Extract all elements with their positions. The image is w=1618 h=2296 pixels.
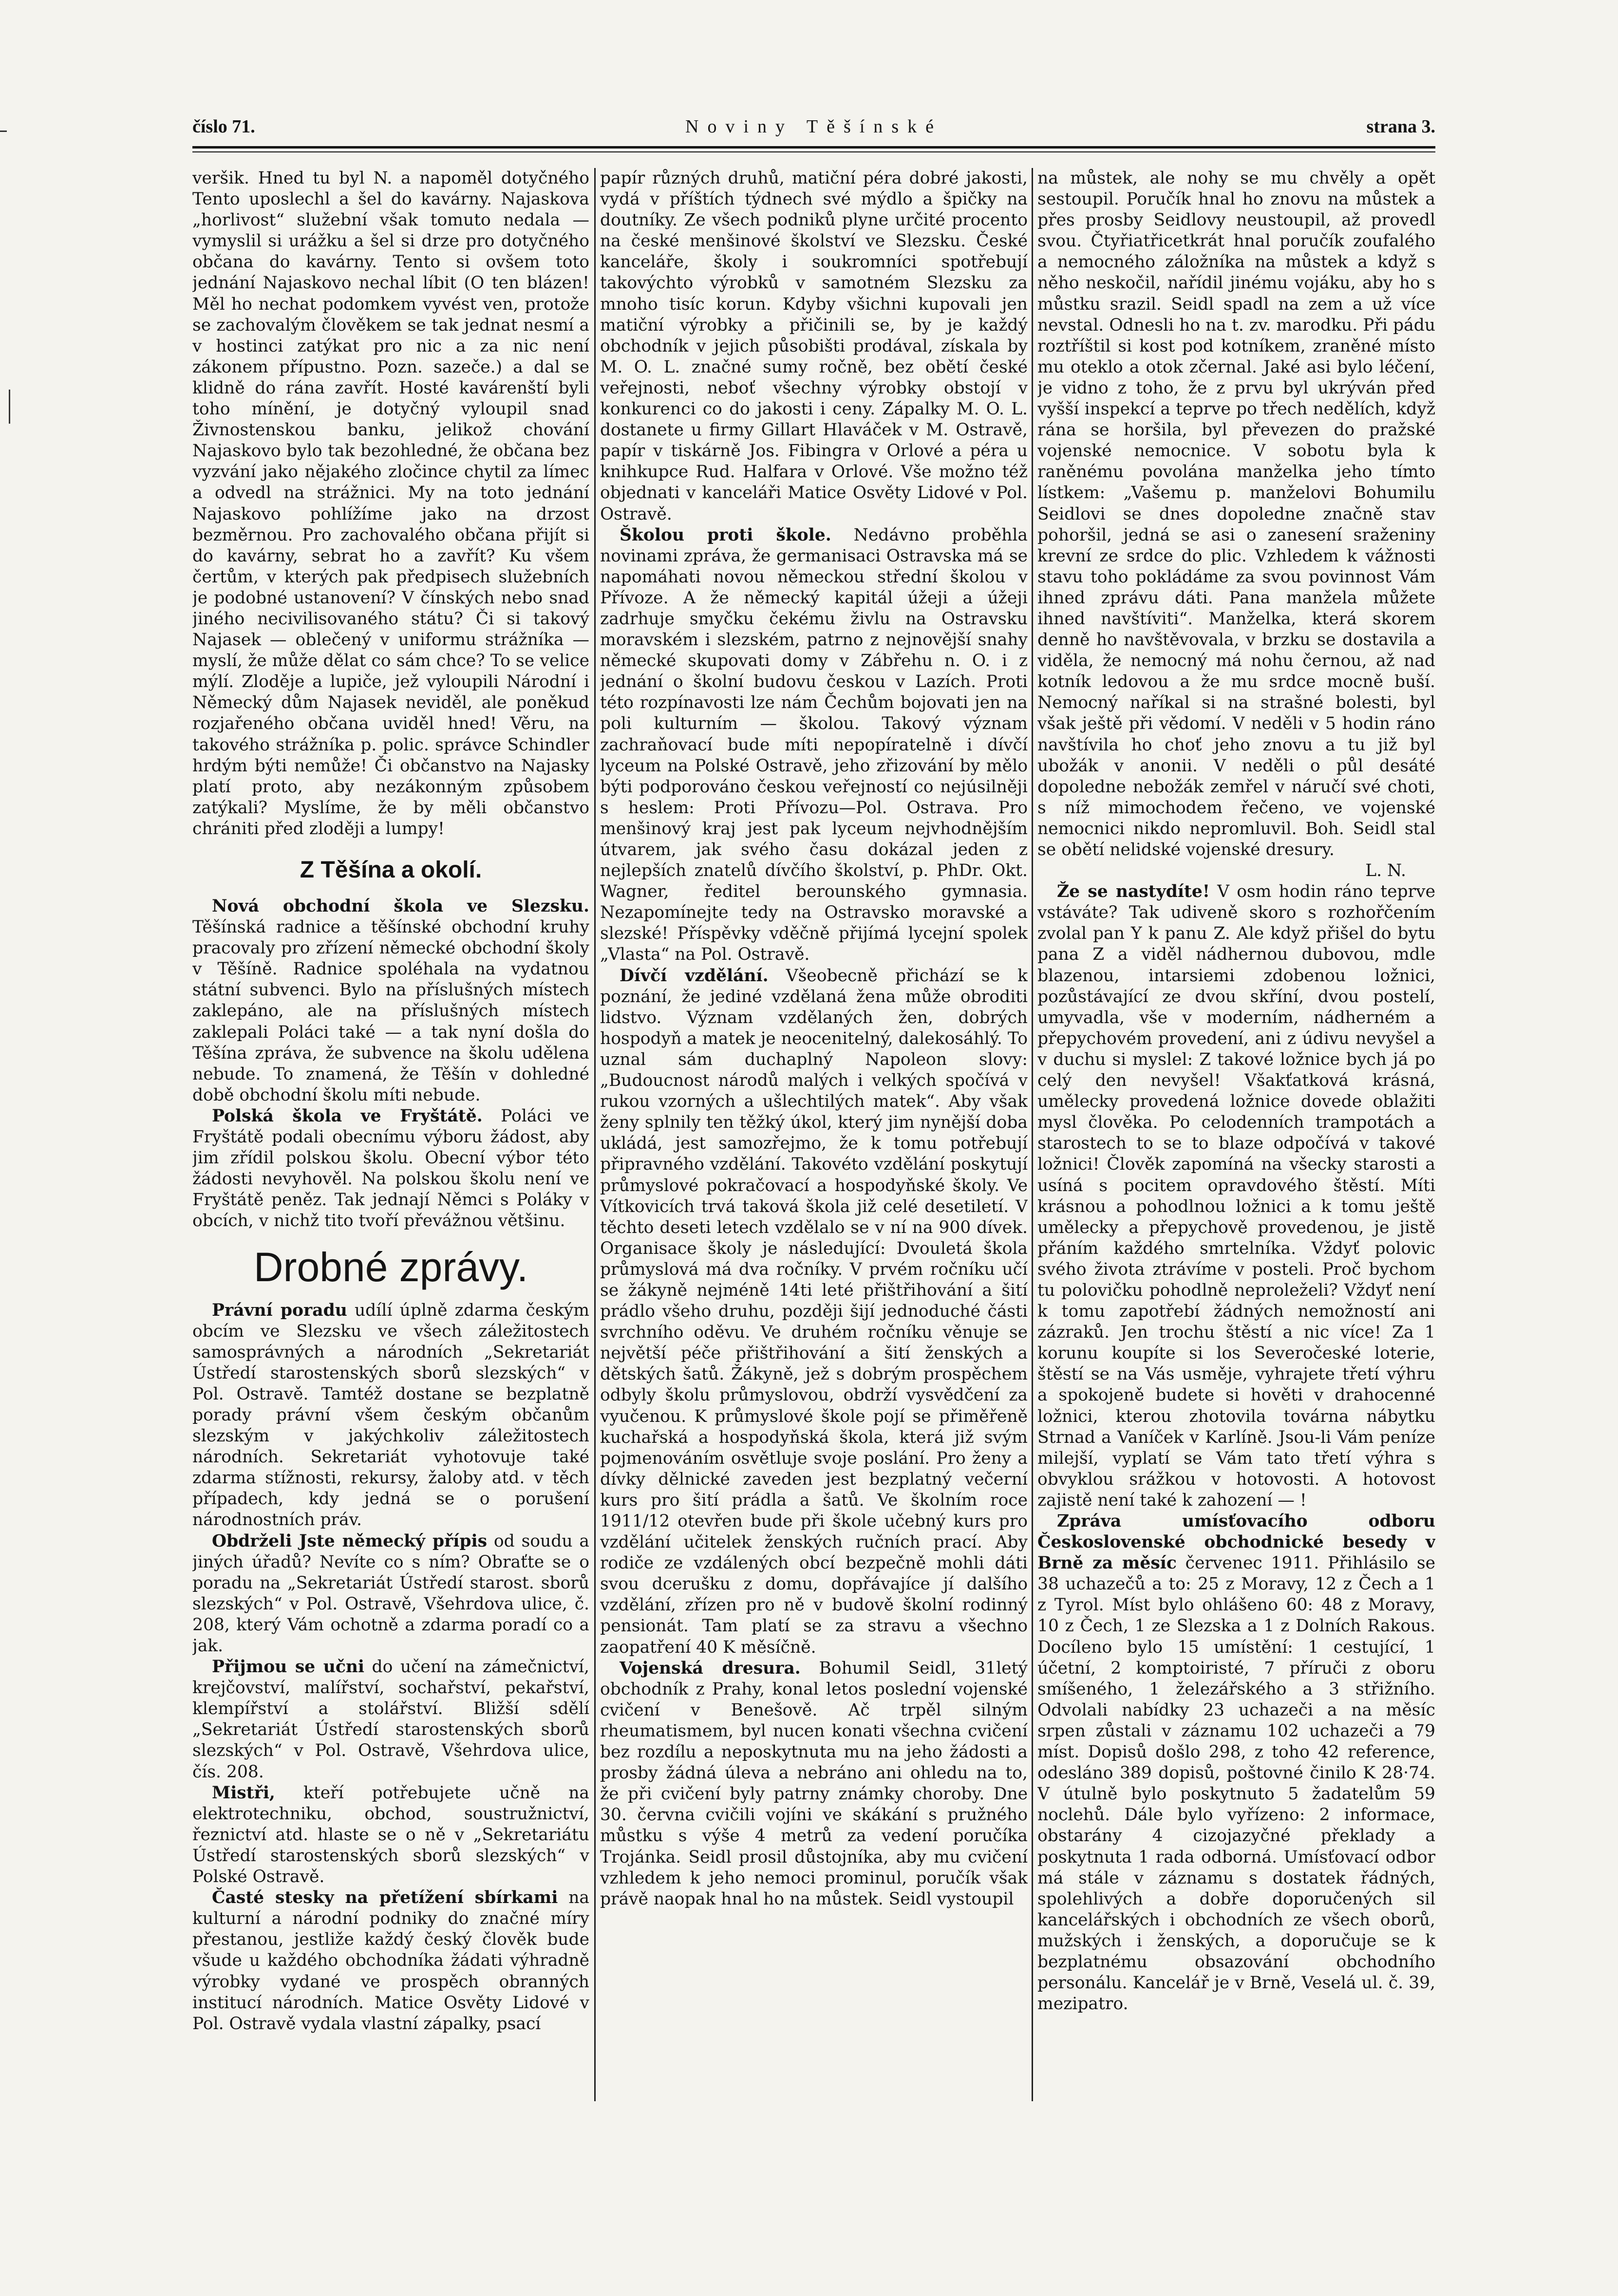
section-heading: Z Těšína a okolí.: [300, 857, 482, 883]
news-item-text: Bohumil Seidl, 31letý obchodník z Prahy, konal letos poslední vojenské cvičení v Benešově. Ač trpěl silným rheumatismem, byl nucen konati všechna cvičení bez rozdílu a neposkytnuta mu na jeho žádosti a prosby žádná úleva a nebráno ani ohledu na to, že při cvičení byly patrny známky choroby. Dne 30. června cvičili vojíni ve skákání s pružného můstku s výše 4 metrů za vedení poručíka Trojánka. Seidl prosil důstojníka, aby mu cvičení vzhledem k jeho nemoci prominul, poručík však právě naopak hnal ho na můstek. Seidl vystoupil: [600, 1658, 1028, 1909]
issue-number: číslo 71.: [192, 116, 255, 137]
news-item-text: Poláci ve Fryštátě podali obecnímu výboru žádost, aby jim zřídil polskou školu. Obecní výbor této žádosti nevyhověl. Na polskou školu není ve Fryštátě peněz. Tak jednají Němci s Poláky v obcích, v nichž tito tvoří převážnou většinu.: [192, 1106, 589, 1231]
column-3: [1037, 168, 1435, 2145]
scan-margin-mark: [9, 390, 10, 424]
news-item: [600, 525, 1028, 966]
news-item-text: udílí úplně zdarma českým obcím ve Slezsku ve všech záležitostech samosprávných a národních „Sekretariát Ústředí starostenských sborů slezských“ v Pol. Ostravě. Tamtéž dostane se bezplatně porady právní všem českým občanům slezským v jakýchkoliv záležitostech národních. Sekretariát vyhotovuje také zdarma stížnosti, rekursy, žaloby atd. v těch případech, kdy jedná se o porušení národnostních práv.: [192, 1300, 589, 1530]
news-item: [192, 1531, 589, 1657]
news-item: [192, 1106, 589, 1232]
news-item: [1037, 1511, 1435, 2015]
section-heading-drobne: Drobné zprávy.: [253, 1244, 528, 1290]
news-item: [600, 966, 1028, 1658]
news-item-text: od soudu a jiných úřadů? Nevíte co s ním? Obraťte se o poradu na „Sekretariát Ústředí starost. sborů slezských“ v Pol. Ostravě, Všehrdova ulice, č. 208, který Vám ochotně a zdarma poradí co a jak.: [192, 1531, 589, 1656]
news-item: [1037, 881, 1435, 1511]
scan-margin-mark: [0, 131, 7, 132]
news-item-text: na kulturní a národní podniky do značné míry přestanou, jestliže každý český člověk bude všude u každého obchodníka žádati výhradně výrobky vydané ve prospěch obranných institucí národních. Matice Osvěty Lidové v Pol. Ostravě vydala vlastní zápalky, psací: [192, 1888, 589, 2034]
header-rule-thin: [192, 151, 1435, 152]
article-continuation: veršik. Hned tu byl N. a napoměl dotyčného Tento uposlechl a šel do kavárny. Najaskova „horlivost“ služební však tomuto nedala — vymyslil si urážku a šel si drze pro dotyčného občana do kavárny. Tento si ovšem toto jednání Najaskovo nechal líbit (O ten blázen! Měl ho nechat podomkem vyvést ven, protože se zachovalým člověkem se tak jednat nesmí a v hostinci zatýkat pro nic a za nic není zákonem přípustno. Pozn. sazeče.) a dal se klidně do rána zavřít. Hosté kavárenští byli toho mínění, je dotyčný vyloupil snad Živnostenskou banku, jelikož chování Najaskovo bylo tak bezohledné, že občana bez vyzvání jako nějakého zločince chytil za límec a odvedl na strážnici. My na toto jednání Najaskovo pohlížíme jako na drzost bezměrnou. Pro zachovalého občana přijít si do kavárny, sebrat ho a zavřít? Ku všem čertům, v kterých pak předpisech služebních je podobné ustanovení? V čínských nebo snad jiného necivilisovaného státu? Či si takový Najasek — oblečený v uniformu strážníka — myslí, že může dělat co sám chce? To se velice mýlí. Zloděje a lupiče, jež vyloupili Národní i Německý dům Najasek neviděl, ale poněkud rozjařeného občana uviděl hned! Věru, na takového strážníka p. polic. správce Schindler hrdým býti nemůže! Či občanstvo na Najasky platí proto, aby nezákonným způsobem zatýkali? Myslíme, že by měli občanstvo chrániti před zloději a lumpy!: [192, 168, 589, 839]
column-1: [192, 168, 589, 2145]
news-item-lead: Právní poradu: [212, 1300, 347, 1320]
news-item-text: Těšínská radnice a těšínské obchodní kruhy pracovaly pro zřízení německé obchodní školy v Těšíně. Radnice spoléhala na vydatnou státní subvenci. Bylo na příslušných místech zaklepáno, ale na příslušných místech zaklepali Poláci také — a tak nyní došla do Těšína zpráva, že subvence na školu udělena nebude. To znamená, že Těšín v dohledné době obchodní školu míti nebude.: [192, 917, 589, 1105]
page-number: strana 3.: [1366, 116, 1435, 137]
article-continuation: papír různých druhů, matiční péra dobré jakosti, vydá v příštích týdnech své mýdlo a špičky na doutníky. Ze všech podniků plyne určité procento na české menšinové školství ve Slezsku. České kanceláře, školy i soukromníci spotřebují takovýchto výrobků v samotném Slezsku za mnoho tisíc korun. Kdyby všichni kupovali jen matiční výrobky a přičinili se, by je každý obchodník v jejich působišti prodával, získala by M. O. L. značné sumy ročně, bez obětí české veřejnosti, neboť všechny výrobky obstojí v konkurenci co do jakosti i ceny. Zápalky M. O. L. dostanete u firmy Gillart Hlaváček v M. Ostravě, papír v tiskárně Jos. Fibingra v Orlové a péra u knihkupce Rud. Halfara v Orlové. Vše možno též objednati v kanceláři Matice Osvěty Lidové v Pol. Ostravě.: [600, 168, 1028, 524]
news-item-text: Všeobecně přichází se k poznání, že jediné vzdělaná žena může obroditi lidstvo. Význam vzdělaných žen, dobrých hospodyň a matek je neocenitelný, dalekosáhlý. To uznal sám duchaplný Napoleon slovy: „Budoucnost národů malých i velkých spočívá v rukou vzorných a ušlechtilých matek“. Aby však ženy splnily ten těžký úkol, který jim nynější doba ukládá, jest samozřejmo, že k tomu potřebují připravného vzdělání. Takovéto vzdělání poskytují průmyslové pokračovací a hospodyňské školy. Ve Vítkovicích trvá taková škola již celé desetiletí. V těchto deseti letech vzdělalo se v ní na 900 dívek. Organisace školy je následující: Dvouletá škola průmyslová má dva ročníky. V prvém ročníku učí se žákyně nejméně 14ti leté přištřihování a šití prádlo všeho druhu, později šijí jednoduché části svrchního oděvu. Ve druhém ročníku věnuje se největší péče přištřihování a šití ženských a dětských šatů. Žákyně, jež s dobrým prospěchem odbyly školu průmyslovou, obdrží vysvědčení za vyučenou. K průmyslové škole pojí se přiměřeně kuchařská a hospodyňská škola, která již svým pojmenováním osvětluje svoje poslání. Pro ženy a dívky dělnické zaveden jest bezplatný večerní kurs pro šití prádla a šatů. Ve školním roce 1911/12 otevřen bude při škole učebný kurs pro vzdělání učitelek ženských ručních prací. Aby rodiče ze vzdálených obcí bezpečně mohli dáti svou dcerušku z domu, dopřávajíce jí dalšího vzdělání, zřízen pro ně v budově školní rodinný pensionát. Tam platí se za stravu a všechno zaopatření 40 K měsíčně.: [600, 966, 1028, 1657]
news-item-lead: Nová obchodní škola ve Slezsku.: [212, 896, 589, 916]
article-signature: L. N.: [1365, 861, 1406, 881]
news-item-lead: Že se nastydíte!: [1057, 882, 1210, 902]
news-item-lead: Obdrželi Jste německý přípis: [212, 1531, 488, 1551]
article-continuation: na můstek, ale nohy se mu chvěly a opět sestoupil. Poručík hnal ho znovu na můstek a přes prosby Seidlovy neustoupil, až provedl svou. Čtyřiatřicetkrát hnal poručík zoufalého a nemocného záložníka na můstek a když s něho neskočil, nařídil jinému vojáku, aby ho s můstku srazil. Seidl spadl na zem a už více nevstal. Odnesli ho na t. zv. marodku. Při pádu roztříštil si kost pod kotníkem, zraněné místo mu oteklo a otok zčernal. Jaké asi bylo léčení, je vidno z toho, že z prvu byl ukrýván před vyšší inspekcí a teprve po třech nedělích, když rána se horšila, byl převezen do pražské vojenské nemocnice. V sobotu byla k raněnému povolána manželka jeho tímto lístkem: „Vašemu p. manželovi Bohumilu Seidlovi se dnes dopoledne značně stav pohoršil, jedná se asi o zanesení sraženiny krevní ze srdce do plic. Vzhledem k vážnosti stavu toho pokládáme za svou povinnost Vám ihned zprávu dáti. Pana manžela můžete ihned navštíviti“. Manželka, která skorem denně ho navštěvovala, v brzku se dostavila a viděla, že nemocný má nohu černou, až nad kotník ledovou a že mu srdce mocně buší. Nemocný naříkal si na strašné bolesti, byl však ještě při vědomí. V neděli v 5 hodin ráno navštívila ho choť jeho znovu a tu již byl ubožák v anonii. V neděli o půl desáté dopoledne nebožák zemřel v náručí své choti, s níž mimochodem řečeno, ve vojenské nemocnici nikdo nepromluvil. Boh. Seidl stal se obětí nelidské vojenské dresury.: [1037, 168, 1435, 859]
news-item-lead: Polská škola ve Fryštátě.: [212, 1106, 483, 1126]
news-item-lead: Časté stesky na přetížení sbírkami: [212, 1888, 558, 1908]
news-item: [600, 1658, 1028, 1910]
news-item-lead: Zpráva umísťovacího odboru Československé obchodnické besedy v Brně za měsíc: [1037, 1512, 1435, 1573]
news-item-text: V osm hodin ráno teprve vstáváte? Tak udiveně skoro s rozhořčením zvolal pan Y k panu Z. Ale když přišel do bytu pana Z a viděl nádhernou dubovou, mdle blazenou, intarsiemi zdobenou ložnici, pozůstávající ze dvou skříní, dvou postelí, umyvadla, vše v moderním, nádherném a přepychovém provedení, ani z údivu nevyšel a v duchu si myslel: Z takové ložnice bych já po celý den nevyšel! Všakťatková krásná, umělecky provedená ložnice dovede oblažiti mysl člověka. Po celodenních trampotách a starostech to se to blaze odpočívá v takové ložnici! Člověk zapomíná na všecky starosti a usíná s pocitem opravdového štěstí. Míti krásnou a pohodlnou ložnici a k tomu ještě umělecky a přepychově provedenou, je jistě přáním každého smrtelníka. Vždyť polovic svého života ztrávíme v posteli. Proč bychom tu polovičku pohodlně neproleželi? Vždyť není k tomu zapotřebí žádných nemožností ani zázraků. Jen trochu štěstí a nic více! Za 1 korunu koupíte si los Severočeské loterie, štěstí se na Vás usměje, vyhrajete třetí výhru a spokojeně budete si hověti v drahocenné ložnici, kterou zhotovila továrna nábytku Strnad a Vaníček v Karlíně. Jsou-li Vám peníze milejší, vyplatí se Vám tato třetí výhra s obvyklou srážkou v hotovosti. A hotovost zajistě není také k zahození — !: [1037, 882, 1435, 1510]
news-item-text: do učení na zámečnictví, krejčovství, malířství, sochařství, pekařství, klempířství a stolářství. Bližší sdělí „Sekretariát Ústředí starostenských sborů slezských“ v Pol. Ostravě, Všehrdova ulice, čís. 208.: [192, 1657, 589, 1782]
column-2: [600, 168, 1028, 2145]
newspaper-title: Noviny Těšínské: [685, 116, 942, 137]
news-item: [192, 1887, 589, 2035]
news-item-lead: Školou proti škole.: [620, 525, 831, 545]
news-item-lead: Přijmou se učni: [212, 1657, 365, 1677]
news-item-text: Nedávno proběhla novinami zpráva, že germanisaci Ostravska má se napomáhati novou německou střední školou v Přívoze. A že německý kapitál úžeji a úžeji zadrhuje smyčku čekému živlu na Ostravsku moravském i slezském, patrno z nejnovější snahy německé skupovati domy v Zábřehu n. O. i z jednání o školní budovu českou v Lazích. Proti této rozpínavosti lze nám Čechům bojovati jen na poli kulturním — školou. Takový význam zachraňovací bude míti nepopíratelně i dívčí lyceum na Polské Ostravě, jeho zřizování by mělo býti podporováno českou veřejností co nejúsilněji s heslem: Proti Přívozu—Pol. Ostrava. Pro menšinový kraj jest pak lyceum nejvhodnějším útvarem, jak svého času dokázal jeden z nejlepších znatelů dívčího školství, p. PhDr. Okt. Wagner, ředitel berounského gymnasia. Nezapomínejte tedy na Ostravsko moravské a slezské! Příspěvky vděčně přijímá lycejní spolek „Vlasta“ na Pol. Ostravě.: [600, 525, 1028, 965]
news-item: [192, 1657, 589, 1783]
news-item-lead: Dívčí vzdělání.: [620, 966, 769, 986]
column-divider: [594, 168, 596, 2101]
page-header: [192, 116, 1435, 145]
news-item-lead: Vojenská dresura.: [620, 1658, 801, 1678]
column-divider: [1032, 168, 1033, 2101]
header-rule: [192, 146, 1435, 149]
news-item: [192, 1783, 589, 1887]
news-item-lead: Mistři,: [212, 1783, 275, 1803]
news-item: [192, 896, 589, 1106]
news-item: [192, 1300, 589, 1531]
news-item-text: červenec 1911. Přihlásilo se 38 uchazečů a to: 25 z Moravy, 12 z Čech a 1 z Tyrol. Míst bylo ohlášeno 60: 48 z Moravy, 10 z Čech, 1 ze Slezska a 1 z Dolních Rakous. Docíleno bylo 15 umístění: 1 cestující, 1 účetní, 2 komptoiristé, 7 příruči z oboru smíšeného, 1 železářského a 3 střižního. Odvolali nabídky 23 uchazeči a na měsíc srpen zůstali v záznamu 102 uchazeči a 79 míst. Dopisů došlo 298, z toho 42 reference, odesláno 389 dopisů, poštovné činilo K 28·74. V útulně bylo poskytnuto 5 žadatelům 59 noclehů. Dále bylo vyřízeno: 2 informace, obstarány 4 cizojazyčné překlady a poskytnuta 1 rada odborná. Umísťovací odbor má stále v záznamu s dostatek řádných, spolehlivých a dobře doporučených sil kancelářských i obchodních ze všech oborů, mužských i ženských, a doporučuje se k bezplatnému obsazování obchodního personálu. Kancelář je v Brně, Veselá ul. č. 39, mezipatro.: [1037, 1553, 1435, 2014]
news-item-text: kteří potřebujete učně na elektrotechniku, obchod, soustružnictví, řeznictví atd. hlaste se o ně v „Sekretariátu Ústředí starostenských sborů slezských“ v Polské Ostravě.: [192, 1783, 589, 1887]
